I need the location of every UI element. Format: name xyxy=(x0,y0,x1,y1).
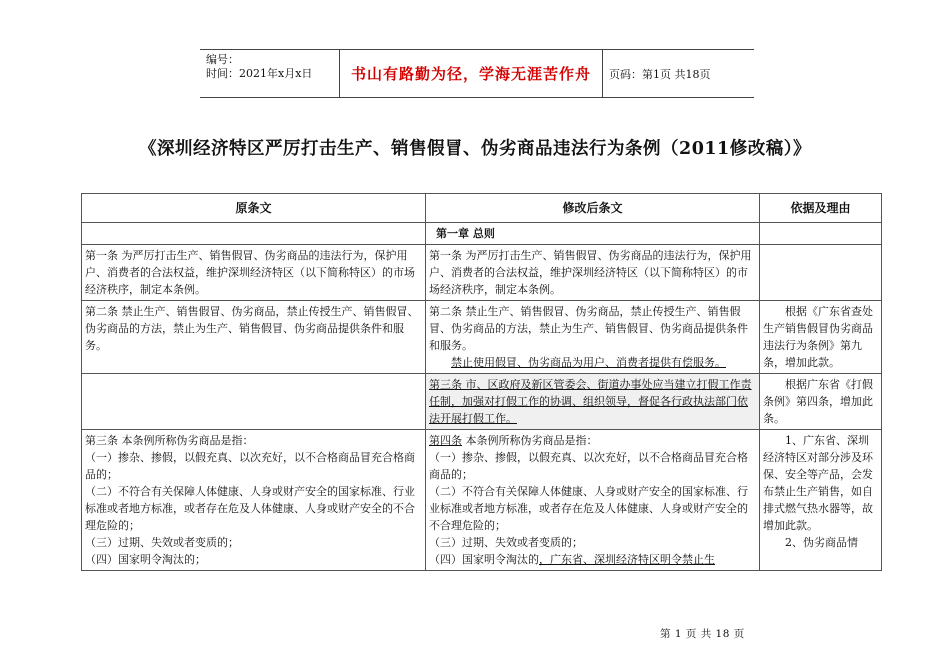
revised-line: （一）掺杂、掺假，以假充真、以次充好，以不合格商品冒充合格商品的； xyxy=(429,451,748,481)
revised-line: （四）国家明令淘汰的 xyxy=(429,553,539,566)
table-row xyxy=(82,245,882,301)
revised-line: （二）不符合有关保障人体健康、人身或财产安全的国家标准、行业标准或者地方标准，或者存在危及人体健康、人身或财产安全的不合理危险的； xyxy=(429,485,748,532)
reason-cell: 根据广东省《打假条例》第四条，增加此条。 xyxy=(760,374,882,430)
original-article: 第一条 为严厉打击生产、销售假冒、伪劣商品的违法行为，保护用户、消费者的合法权益，维护深圳经济特区（以下简称特区）的市场经济秩序，制定本条例。 xyxy=(82,245,426,301)
reason-line: 1、广东省、深圳经济特区对部分涉及环保、安全等产品，会发布禁止生产销售，如自排式燃气热水器等，故增加此款。 xyxy=(763,434,873,532)
original-line: （一）掺杂、掺假，以假充真、以次充好，以不合格商品冒充合格商品的； xyxy=(85,451,415,481)
original-line: （二）不符合有关保障人体健康、人身或财产安全的国家标准、行业标准或者地方标准，或者存在危及人体健康、人身或财产安全的不合理危险的； xyxy=(85,485,415,532)
header-motto: 书山有路勤为径，学海无涯苦作舟 xyxy=(340,50,603,97)
revised-article: 第一条 为严厉打击生产、销售假冒、伪劣商品的违法行为，保护用户、消费者的合法权益，维护深圳经济特区（以下简称特区）的市场经济秩序，制定本条例。 xyxy=(426,245,760,301)
comparison-table xyxy=(81,193,882,571)
original-line: （四）国家明令淘汰的； xyxy=(85,553,206,566)
added-text: ，广东省、深圳经济特区明令禁止生 xyxy=(539,553,715,566)
reason-line: 2、伪劣商品情 xyxy=(785,536,858,549)
original-article xyxy=(82,430,426,571)
header-page-label: 页码：第1页 共18页 xyxy=(609,67,711,81)
chapter-row xyxy=(82,223,882,245)
added-article: 第三条 市、区政府及新区管委会、街道办事处应当建立打假工作责任制，加强对打假工作的协调、组织领导，督促各行政执法部门依法开展打假工作。 xyxy=(429,378,752,425)
table-row xyxy=(82,301,882,374)
number-label: 编号： xyxy=(206,53,239,66)
original-line: （三）过期、失效或者变质的； xyxy=(85,536,239,549)
time-label: 时间：2021年x月x日 xyxy=(206,67,313,80)
revised-heading: 本条例所称伪劣商品是指： xyxy=(462,434,598,447)
original-article: 第二条 禁止生产、销售假冒、伪劣商品，禁止传授生产、销售假冒、伪劣商品的方法，禁止为生产、销售假冒、伪劣商品提供条件和服务。 xyxy=(82,301,426,374)
reason-cell xyxy=(760,430,882,571)
revised-line: （三）过期、失效或者变质的； xyxy=(429,536,583,549)
document-title: 《深圳经济特区严厉打击生产、销售假冒、伪劣商品违法行为条例（2011修改稿）》 xyxy=(139,139,811,159)
table-row xyxy=(82,430,882,571)
original-article xyxy=(82,374,426,430)
table-header-row xyxy=(82,194,882,223)
page-footer: 第 1 页 共 18 页 xyxy=(660,628,745,640)
revised-article xyxy=(426,430,760,571)
col-header-original: 原条文 xyxy=(82,194,426,223)
reason-cell: 根据《广东省查处生产销售假冒伪劣商品违法行为条例》第九条，增加此款。 xyxy=(760,301,882,374)
article-number: 第四条 xyxy=(429,434,462,447)
added-clause: 禁止使用假冒、伪劣商品为用户、消费者提供有偿服务。 xyxy=(451,356,726,369)
header-meta xyxy=(200,50,340,97)
revised-article xyxy=(426,301,760,374)
col-header-revised: 修改后条文 xyxy=(426,194,760,223)
reason-cell xyxy=(760,245,882,301)
col-header-reason: 依据及理由 xyxy=(760,194,882,223)
table-row xyxy=(82,374,882,430)
chapter-title: 第一章 总则 xyxy=(426,223,760,245)
original-line: 第三条 本条例所称伪劣商品是指： xyxy=(85,434,254,447)
revised-article xyxy=(426,374,760,430)
revised-article-text: 第二条 禁止生产、销售假冒、伪劣商品，禁止传授生产、销售假冒、伪劣商品的方法，禁止为生产、销售假冒、伪劣商品提供条件和服务。 xyxy=(429,305,748,352)
document-header xyxy=(200,49,754,98)
